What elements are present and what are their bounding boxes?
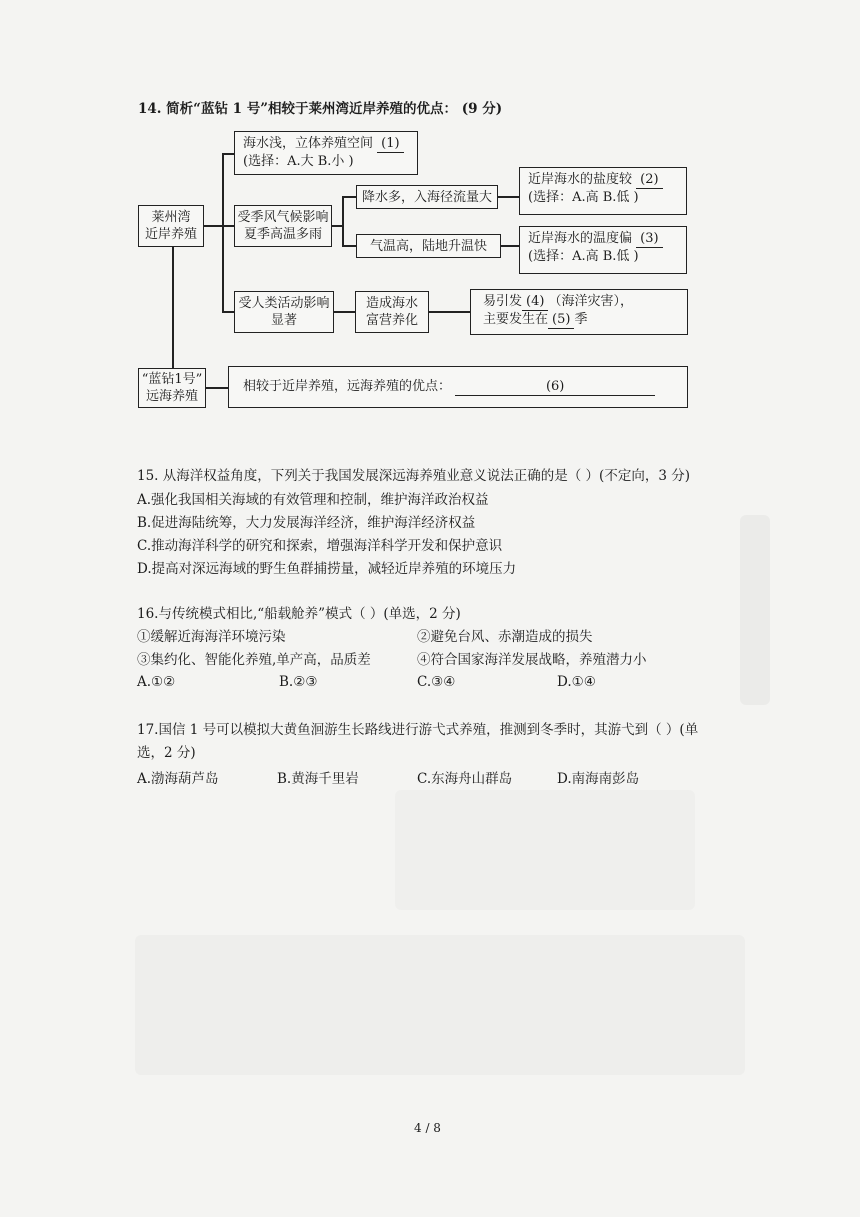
advantage-text: 相较于近岸养殖，远海养殖的优点： <box>243 379 452 394</box>
connector <box>429 311 470 313</box>
connector <box>342 196 344 246</box>
connector <box>203 225 223 227</box>
temperature-text: 近岸海水的温度偏 <box>528 231 633 246</box>
connector <box>172 245 174 369</box>
q17-option-a: A.渤海葫芦岛 <box>137 771 219 787</box>
season-text-post: 季 <box>574 312 588 327</box>
connector <box>222 225 234 227</box>
advantage-box <box>228 366 688 408</box>
human-activity-line1: 受人类活动影响 <box>238 296 330 311</box>
connector <box>342 245 356 247</box>
monsoon-line1: 受季风气候影响 <box>237 210 329 225</box>
blank-6: (6) <box>455 378 655 396</box>
connector <box>222 153 224 312</box>
connector <box>500 245 519 247</box>
q15-option-d: D.提高对深远海域的野生鱼群捕捞量，减轻近岸养殖的环境压力 <box>137 561 517 577</box>
disaster-text-pre: 易引发 <box>483 294 523 309</box>
connector <box>342 196 356 198</box>
salinity-choices: (选择：A.高 B.低 ) <box>528 190 639 205</box>
q15-option-c: C.推动海洋科学的研究和探索，增强海洋科学开发和保护意识 <box>137 538 503 554</box>
temperature-box <box>519 226 687 274</box>
connector <box>206 387 228 389</box>
shallow-water-text: 海水浅，立体养殖空间 <box>243 136 374 151</box>
q16-item-1: ①缓解近海海洋环境污染 <box>137 629 286 645</box>
q16-option-a: A.①② <box>137 674 176 690</box>
temperature-choices: (选择：A.高 B.低 ) <box>528 249 639 264</box>
monsoon-box <box>234 205 332 247</box>
shallow-water-choices: (选择：A.大 B.小 ) <box>243 154 354 169</box>
show-through-shade <box>395 790 695 910</box>
root-line1: 莱州湾 <box>151 210 191 225</box>
blank-4: (4) <box>522 293 548 311</box>
q15-option-a: A.强化我国相关海域的有效管理和控制，维护海洋政治权益 <box>137 492 489 508</box>
q17-option-c: C.东海舟山群岛 <box>417 771 513 787</box>
root-line2: 近岸养殖 <box>144 227 197 242</box>
eutrophication-line2: 富营养化 <box>365 313 418 328</box>
show-through-shade <box>135 935 745 1075</box>
q16-item-3: ③集约化、智能化养殖,单产高，品质差 <box>137 652 371 668</box>
blank-2: (2) <box>636 171 662 189</box>
human-activity-line2: 显著 <box>270 313 297 328</box>
disaster-text-post: （海洋灾害）， <box>548 294 633 309</box>
season-text-pre: 主要发生在 <box>483 312 549 327</box>
q16-item-2: ②避免台风、赤潮造成的损失 <box>417 629 593 645</box>
show-through-shade <box>740 515 770 705</box>
q16-option-d: D.①④ <box>557 674 596 690</box>
temperature-rise-box <box>356 234 501 258</box>
shallow-water-box <box>234 131 418 175</box>
connector <box>333 311 355 313</box>
monsoon-line2: 夏季高温多雨 <box>243 227 322 242</box>
q16-stem: 16.与传统模式相比,“船载舱养”模式（ ）(单选，2 分) <box>137 606 461 622</box>
connector <box>497 196 519 198</box>
q15-option-b: B.促进海陆统筹，大力发展海洋经济，维护海洋经济权益 <box>137 515 476 531</box>
q16-option-c: C.③④ <box>417 674 456 690</box>
temperature-rise-text: 气温高，陆地升温快 <box>369 238 487 254</box>
lanzuan-line1: “蓝钻1号” <box>141 372 203 387</box>
q17-stem-line2: 选，2 分) <box>137 745 196 761</box>
salinity-box <box>519 167 687 215</box>
rainfall-text: 降水多，入海径流量大 <box>361 189 492 205</box>
q17-option-d: D.南海南彭岛 <box>557 771 640 787</box>
root-box <box>138 205 204 247</box>
disaster-box <box>470 289 688 335</box>
q16-item-4: ④符合国家海洋发展战略，养殖潜力小 <box>417 652 647 668</box>
q14-title: 14. 简析“蓝钻 1 号”相较于莱州湾近岸养殖的优点： (9 分) <box>138 101 503 117</box>
page-number: 4 / 8 <box>414 1121 441 1135</box>
human-activity-box <box>234 291 334 333</box>
blank-1: (1) <box>377 135 403 153</box>
eutrophication-box <box>355 291 429 333</box>
blank-5: (5) <box>548 311 574 329</box>
connector <box>222 311 234 313</box>
salinity-text: 近岸海水的盐度较 <box>528 172 633 187</box>
lanzuan-line2: 远海养殖 <box>145 389 198 404</box>
q16-option-b: B.②③ <box>279 674 318 690</box>
q15-stem: 15. 从海洋权益角度，下列关于我国发展深远海养殖业意义说法正确的是（ ）(不定向，3 分) <box>137 468 690 484</box>
q17-option-b: B.黄海千里岩 <box>277 771 359 787</box>
connector <box>222 153 234 155</box>
blank-3: (3) <box>636 230 662 248</box>
q17-stem-line1: 17.国信 1 号可以模拟大黄鱼洄游生长路线进行游弋式养殖，推测到冬季时，其游弋到（ ）(单 <box>137 722 699 738</box>
eutrophication-line1: 造成海水 <box>365 296 418 311</box>
lanzuan-box <box>138 368 206 408</box>
rainfall-box <box>356 185 498 209</box>
